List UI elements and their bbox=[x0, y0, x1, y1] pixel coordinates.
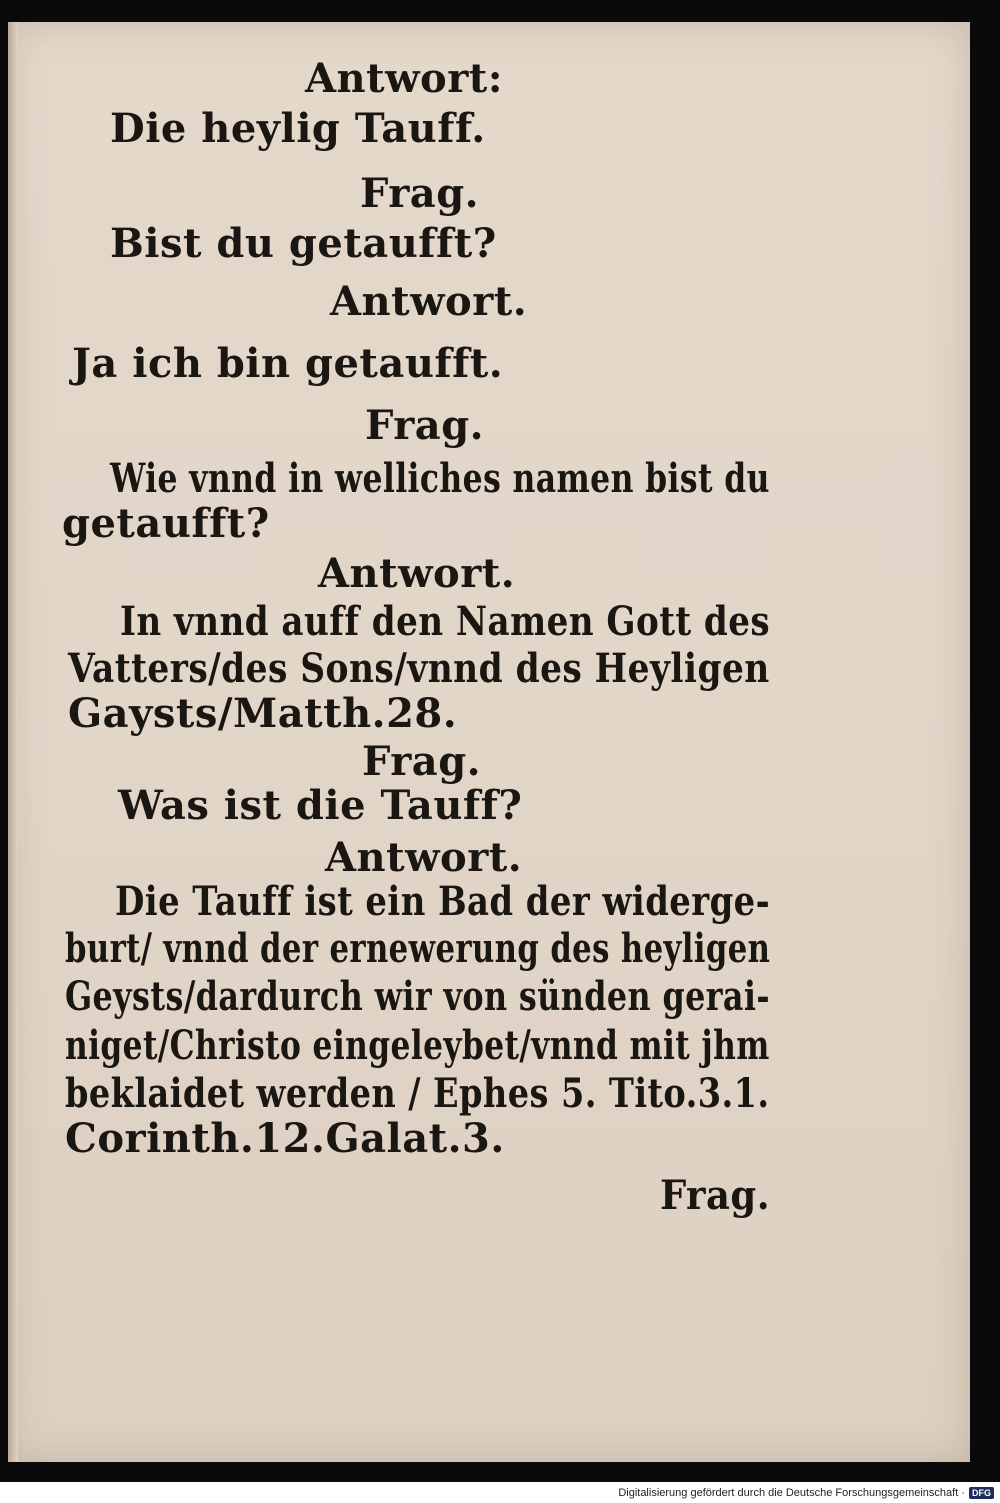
text-line: Wie vnnd in welliches namen bist du bbox=[110, 455, 770, 502]
text-line: In vnnd auff den Namen Gott des bbox=[120, 598, 771, 645]
text-line: Was ist die Tauff? bbox=[118, 782, 523, 829]
text-line: Ja ich bin getaufft. bbox=[72, 340, 504, 387]
heading-antwort: Antwort. bbox=[325, 834, 523, 881]
funding-notice: Digitalisierung gefördert durch die Deutsche Forschungsgemeinschaft · bbox=[618, 1486, 965, 1499]
digitization-footer bbox=[0, 1482, 1000, 1503]
text-line: Gaysts/Matth.28. bbox=[68, 690, 458, 737]
text-line: Corinth.12.Galat.3. bbox=[65, 1115, 505, 1162]
catchword-frag: Frag. bbox=[660, 1172, 771, 1219]
text-line: Vatters/des Sons/vnnd des Heyligen bbox=[68, 645, 770, 692]
heading-frag: Frag. bbox=[362, 738, 482, 785]
dfg-logo: DFG bbox=[969, 1487, 994, 1499]
text-line: niget/Christo eingeleybet/vnnd mit jhm bbox=[65, 1022, 770, 1069]
text-line: Die Tauff ist ein Bad der widerge- bbox=[115, 878, 771, 925]
text-line: beklaidet werden / Ephes 5. Tito.3.1. bbox=[65, 1070, 770, 1117]
heading-antwort: Antwort: bbox=[305, 55, 504, 102]
text-line: Bist du getaufft? bbox=[110, 220, 497, 267]
heading-antwort: Antwort. bbox=[318, 550, 516, 597]
heading-antwort: Antwort. bbox=[330, 278, 528, 325]
text-line: Die heylig Tauff. bbox=[110, 105, 486, 152]
text-line: Geysts/dardurch wir von sünden gerai- bbox=[65, 973, 771, 1020]
heading-frag: Frag. bbox=[360, 170, 480, 217]
heading-frag: Frag. bbox=[365, 402, 485, 449]
text-line: burt/ vnnd der ernewerung des heyligen bbox=[65, 925, 771, 972]
text-line: getaufft? bbox=[62, 500, 270, 547]
page-edge bbox=[8, 22, 18, 1462]
